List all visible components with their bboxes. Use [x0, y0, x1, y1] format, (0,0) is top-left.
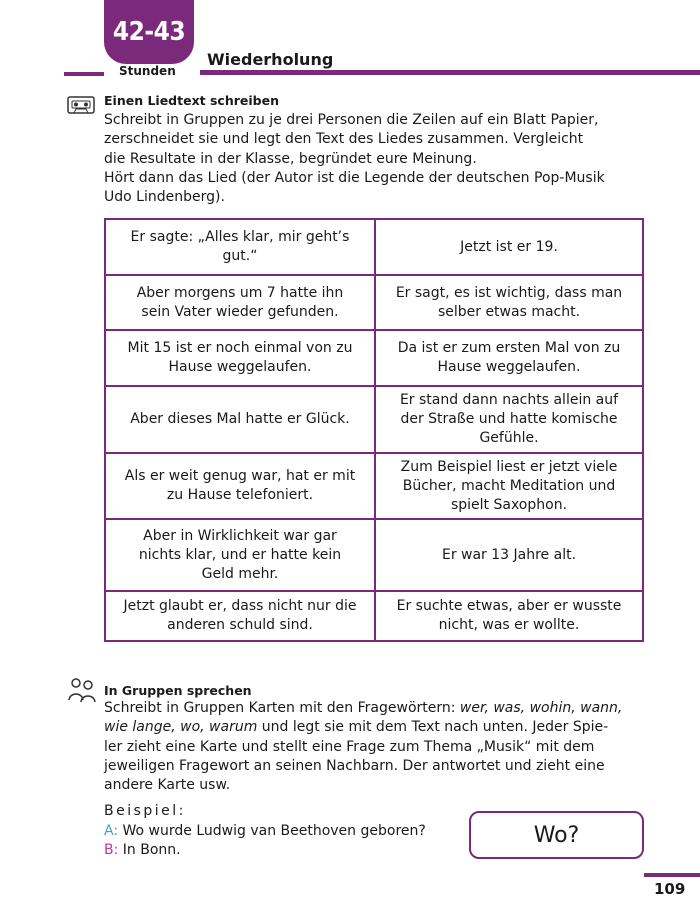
speaker-a-text: Wo wurde Ludwig van Beethoven geboren?	[118, 823, 426, 839]
question-word-card	[469, 811, 644, 859]
example-label: Beispiel:	[104, 803, 186, 819]
header-rule-right	[200, 70, 700, 75]
people-talking-icon	[66, 676, 98, 704]
text-line: Hört dann das Lied (der Autor ist die Legende der deutschen Pop-Musik	[104, 169, 605, 186]
speaker-a-label: A:	[104, 823, 119, 839]
speaker-b-label: B:	[104, 842, 119, 858]
speaker-b-text: In Bonn.	[118, 842, 181, 858]
text-line: jeweiligen Fragewort an seinen Nachbarn. Der antwortet und zieht eine	[104, 757, 605, 774]
lyrics-cell: Er sagt, es ist wichtig, dass man selber etwas macht.	[376, 276, 642, 331]
lyrics-cell: Er war 13 Jahre alt.	[376, 520, 642, 592]
lesson-number: 42-43	[112, 17, 186, 47]
lyrics-cell: Aber dieses Mal hatte er Glück.	[106, 387, 376, 454]
lyrics-cell: Aber in Wirklichkeit war gar nichts klar, und er hatte kein Geld mehr.	[106, 520, 376, 592]
lyrics-cell: Jetzt glaubt er, dass nicht nur die anderen schuld sind.	[106, 592, 376, 640]
dialog-line-b	[104, 841, 181, 860]
question-words: wie lange, wo, warum	[104, 719, 258, 736]
section-gruppen-instructions	[104, 699, 644, 795]
text-line: Udo Lindenberg).	[104, 189, 225, 206]
lyrics-cell: Er sagte: „Alles klar, mir geht’s gut.“	[106, 220, 376, 276]
text-span: und legt sie mit dem Text nach unten. Jeder Spie-	[257, 719, 609, 736]
lyrics-table	[104, 218, 644, 642]
text-line: zerschneidet sie und legt den Text des Liedes zusammen. Vergleicht	[104, 131, 584, 148]
text-line: die Resultate in der Klasse, begründet eure Meinung.	[104, 150, 477, 167]
section-heading-gruppen: In Gruppen sprechen	[104, 683, 252, 698]
text-line	[104, 718, 644, 737]
dialog-line-a	[104, 822, 426, 841]
question-word-text: Wo?	[533, 822, 580, 848]
lesson-badge	[104, 0, 194, 64]
text-line: Schreibt in Gruppen zu je drei Personen die Zeilen auf ein Blatt Papier,	[104, 112, 599, 128]
lyrics-cell: Als er weit genug war, hat er mit zu Hause telefoniert.	[106, 454, 376, 520]
lyrics-cell: Zum Beispiel liest er jetzt viele Bücher, macht Meditation und spielt Saxophon.	[376, 454, 642, 520]
text-line	[104, 699, 644, 718]
text-line: ler zieht eine Karte und stellt eine Frage zum Thema „Musik“ mit dem	[104, 738, 595, 755]
header-rule-left	[64, 72, 104, 76]
lyrics-cell: Er suchte etwas, aber er wusste nicht, was er wollte.	[396, 598, 622, 633]
lyrics-cell: Jetzt ist er 19.	[376, 220, 642, 276]
lesson-subtitle: Stunden	[119, 64, 176, 78]
lyrics-cell: Er stand dann nachts allein auf der Straße und hatte komische Gefühle.	[376, 387, 642, 454]
page-title: Wiederholung	[207, 50, 334, 69]
cassette-tape-icon	[66, 94, 96, 116]
lyrics-cell: Mit 15 ist er noch einmal von zu Hause weggelaufen.	[106, 331, 376, 387]
lyrics-cell: Da ist er zum ersten Mal von zu Hause weggelaufen.	[376, 331, 642, 387]
footer-rule	[644, 873, 700, 877]
text-line: andere Karte usw.	[104, 777, 231, 794]
lyrics-cell: Aber morgens um 7 hatte ihn sein Vater wieder gefunden.	[106, 276, 376, 331]
section-heading-liedtext: Einen Liedtext schreiben	[104, 93, 279, 108]
page-number: 109	[654, 880, 686, 898]
question-words: wer, was, wohin, wann,	[459, 700, 623, 716]
text-span: Schreibt in Gruppen Karten mit den Fragewörtern:	[104, 700, 460, 716]
section-liedtext-instructions	[104, 111, 644, 207]
